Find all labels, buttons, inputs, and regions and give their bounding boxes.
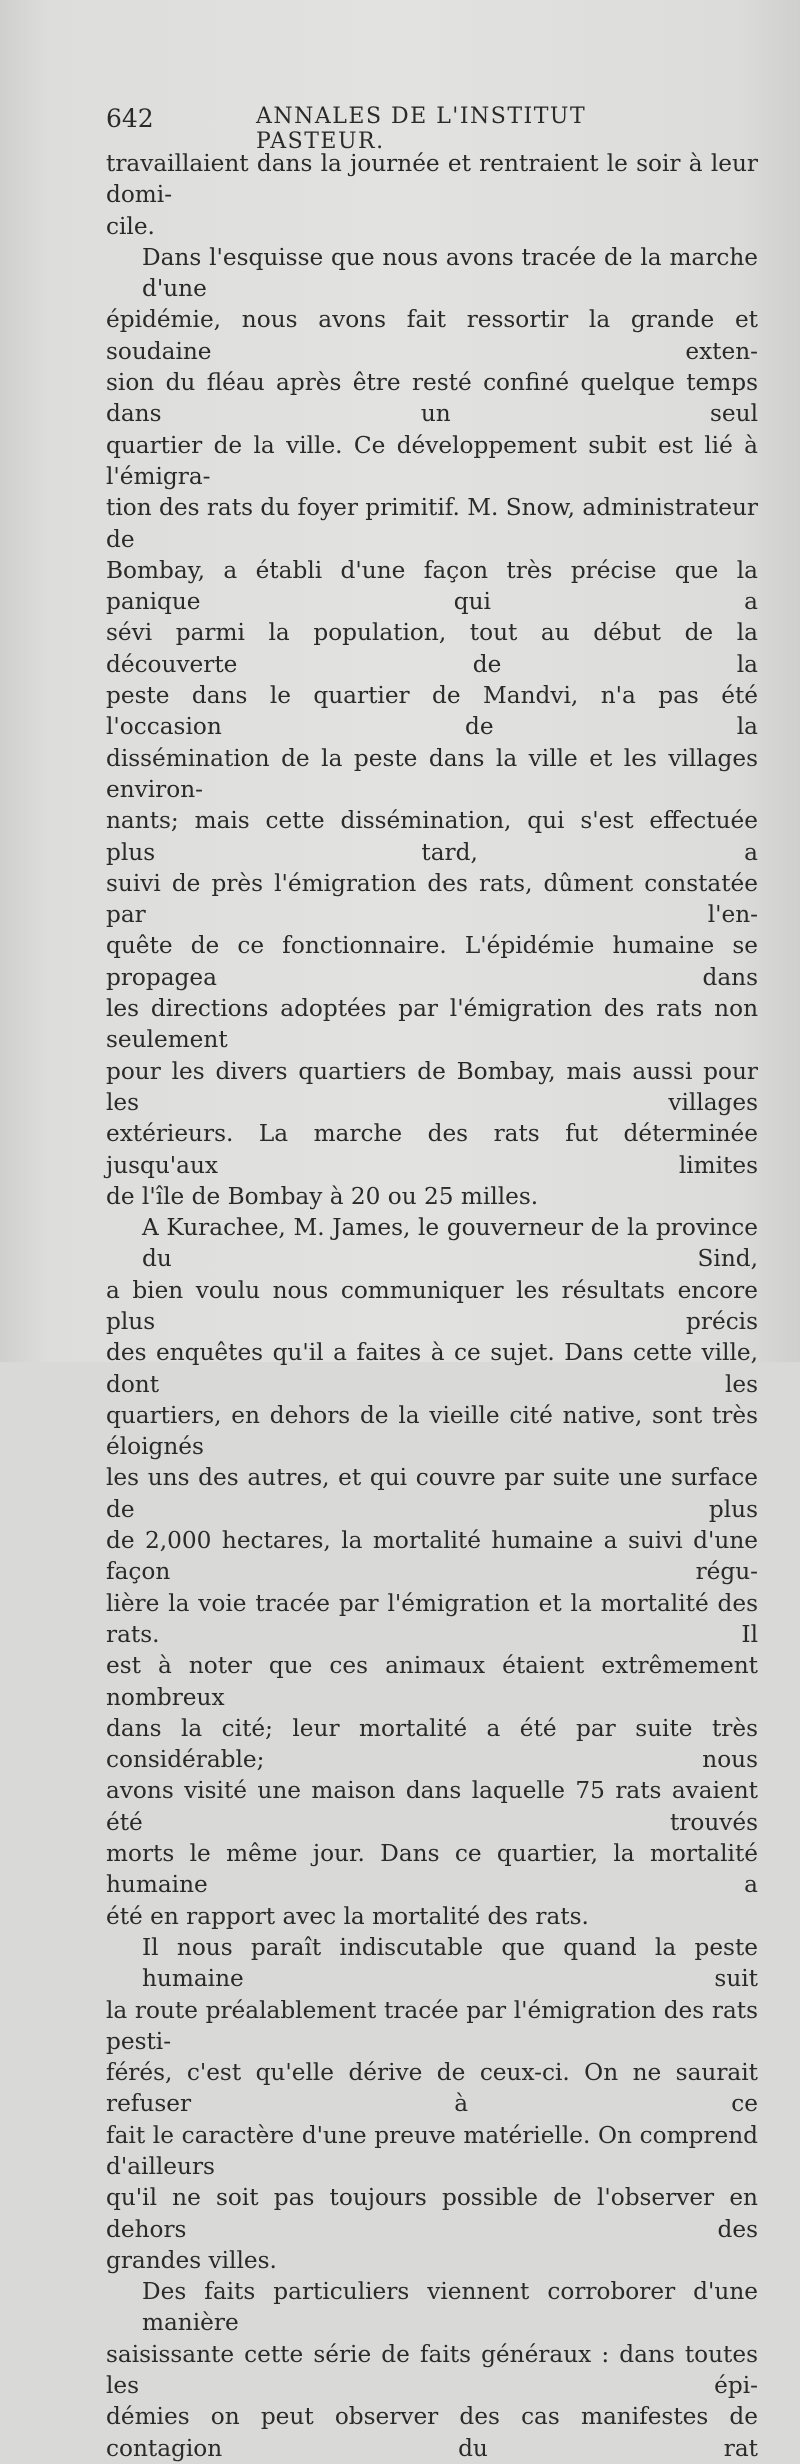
paragraph-4 — [106, 1932, 758, 2276]
paragraph-1 — [106, 148, 758, 242]
text-line: travaillaient dans la journée et rentraient le soir à leur domi- — [106, 150, 758, 209]
text-line: les uns des autres, et qui couvre par suite une surface de plus — [106, 1464, 758, 1523]
running-title: ANNALES DE L'INSTITUT PASTEUR. — [256, 104, 587, 154]
text-line: saisissante cette série de faits généraux : dans toutes les épi- — [106, 2340, 758, 2400]
text-line: Des faits particuliers viennent corroborer d'une manière — [142, 2278, 758, 2337]
text-line: A Kurachee, M. James, le gouverneur de la province du Sind, — [142, 1214, 758, 1273]
text-line: quartier de la ville. Ce développement subit est lié à l'émigra- — [106, 431, 758, 490]
text-line: sion du fléau après être resté confiné quelque temps dans un seul — [106, 369, 758, 428]
text-line: Bombay, a établi d'une façon très précise que la panique qui a — [106, 556, 758, 616]
text-line: pour les divers quartiers de Bombay, mais aussi pour les villages — [106, 1057, 758, 1116]
text-line: quête de ce fonctionnaire. L'épidémie humaine se propagea dans — [106, 932, 758, 991]
paragraph-2 — [106, 242, 758, 1212]
text-line: tion des rats du foyer primitif. M. Snow, administrateur de — [106, 494, 758, 553]
text-line: qu'il ne soit pas toujours possible de l'observer en dehors des — [106, 2184, 758, 2243]
text-line: Dans l'esquisse que nous avons tracée de la marche d'une — [142, 243, 758, 303]
text-line: été en rapport avec la mortalité des rats. — [106, 1902, 589, 1930]
text-line: peste dans le quartier de Mandvi, n'a pas été l'occasion de la — [106, 682, 758, 741]
paragraph-3 — [106, 1212, 758, 1932]
text-line: est à noter que ces animaux étaient extrêmement nombreux — [106, 1652, 758, 1711]
text-line: extérieurs. La marche des rats fut déterminée jusqu'aux limites — [106, 1120, 758, 1179]
text-line: sévi parmi la population, tout au début de la découverte de la — [106, 619, 758, 678]
text-line: lière la voie tracée par l'émigration et la mortalité des rats. Il — [106, 1589, 758, 1648]
page-body — [106, 148, 758, 2464]
text-line: suivi de près l'émigration des rats, dûment constatée par l'en- — [106, 869, 758, 929]
text-line: épidémie, nous avons fait ressortir la grande et soudaine exten- — [106, 306, 758, 365]
page-header — [106, 104, 626, 154]
text-line: de l'île de Bombay à 20 ou 25 milles. — [106, 1182, 539, 1210]
text-line: cile. — [106, 212, 155, 240]
text-line: fait le caractère d'une preuve matérielle. On comprend d'ailleurs — [106, 2121, 758, 2180]
text-line: des enquêtes qu'il a faites à ce sujet. Dans cette ville, dont les — [106, 1339, 758, 1398]
text-line: quartiers, en dehors de la vieille cité native, sont très éloignés — [106, 1401, 758, 1461]
text-line: dans la cité; leur mortalité a été par suite très considérable; nous — [106, 1714, 758, 1774]
text-line: Il nous paraît indiscutable que quand la peste humaine suit — [142, 1933, 758, 1993]
page-number: 642 — [106, 104, 154, 133]
text-line: avons visité une maison dans laquelle 75 rats avaient été trouvés — [106, 1777, 758, 1836]
text-line: de 2,000 hectares, la mortalité humaine a suivi d'une façon régu- — [106, 1527, 758, 1586]
text-line: morts le même jour. Dans ce quartier, la mortalité humaine a — [106, 1840, 758, 1899]
text-line: nants; mais cette dissémination, qui s'est effectuée plus tard, a — [106, 807, 758, 866]
text-line: férés, c'est qu'elle dérive de ceux-ci. On ne saurait refuser à ce — [106, 2059, 758, 2118]
text-line: la route préalablement tracée par l'émigration des rats pesti- — [106, 1996, 758, 2055]
text-line: dissémination de la peste dans la ville et les villages environ- — [106, 744, 758, 803]
text-line: démies on peut observer des cas manifestes de contagion du rat — [106, 2403, 758, 2462]
text-line: a bien voulu nous communiquer les résultats encore plus précis — [106, 1276, 758, 1335]
text-line: les directions adoptées par l'émigration des rats non seulement — [106, 995, 758, 1054]
paragraph-5 — [106, 2276, 758, 2464]
text-line: grandes villes. — [106, 2246, 277, 2274]
